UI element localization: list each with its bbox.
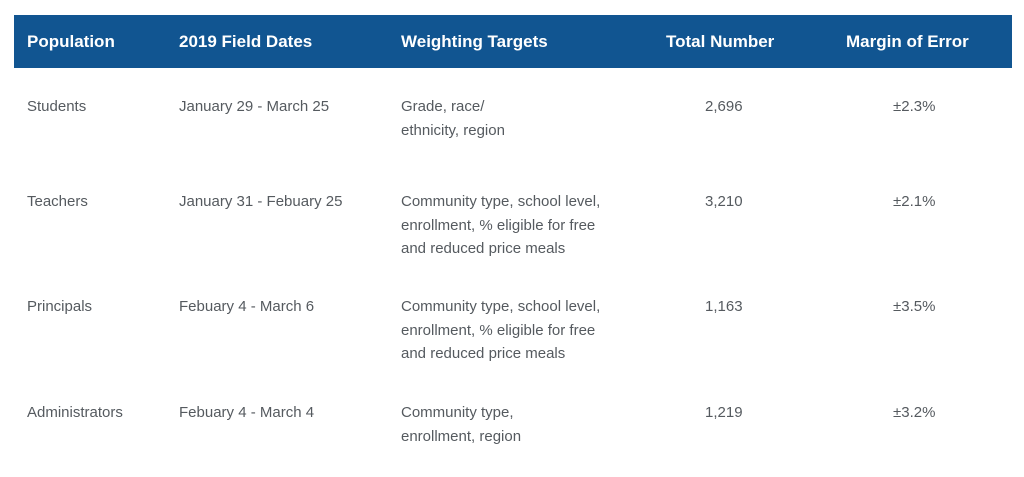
cell-margin-of-error: ±2.1% xyxy=(893,193,936,210)
cell-field-dates: January 31 - Febuary 25 xyxy=(179,193,343,210)
weighting-line: enrollment, region xyxy=(401,427,522,445)
weighting-line: Community type, xyxy=(401,404,514,421)
cell-margin-of-error: ±3.2% xyxy=(893,404,936,421)
cell-population: Administrators xyxy=(27,404,123,421)
cell-margin-of-error: ±3.5% xyxy=(893,298,936,315)
cell-field-dates: Febuary 4 - March 6 xyxy=(179,298,315,315)
table-header xyxy=(14,15,1012,68)
header-margin-of-error: Margin of Error xyxy=(846,32,969,51)
weighting-line: and reduced price meals xyxy=(401,240,566,257)
weighting-line: enrollment, % eligible for free xyxy=(401,216,596,234)
cell-weighting-targets xyxy=(401,95,505,142)
cell-weighting-targets xyxy=(401,295,600,366)
survey-table xyxy=(14,15,1012,445)
header-total-number: Total Number xyxy=(666,32,775,51)
table-row xyxy=(14,401,1012,461)
weighting-line: enrollment, % eligible for free xyxy=(401,321,596,339)
header-field-dates: 2019 Field Dates xyxy=(179,32,313,51)
table-row xyxy=(14,95,1012,155)
cell-total-number: 1,219 xyxy=(705,404,743,421)
weighting-line: Community type, school level, xyxy=(401,193,601,210)
weighting-line: Grade, race/ xyxy=(401,98,485,115)
cell-total-number: 3,210 xyxy=(705,193,743,210)
cell-margin-of-error: ±2.3% xyxy=(893,98,936,115)
weighting-line: and reduced price meals xyxy=(401,345,566,362)
cell-total-number: 1,163 xyxy=(705,298,743,315)
cell-total-number: 2,696 xyxy=(705,98,743,115)
cell-field-dates: Febuary 4 - March 4 xyxy=(179,404,315,421)
header-weighting-targets: Weighting Targets xyxy=(401,32,548,51)
weighting-line: Community type, school level, xyxy=(401,298,601,315)
cell-population: Teachers xyxy=(27,193,88,210)
cell-weighting-targets xyxy=(401,190,600,261)
weighting-line: ethnicity, region xyxy=(401,121,505,139)
cell-field-dates: January 29 - March 25 xyxy=(179,98,330,115)
header-population: Population xyxy=(27,32,115,51)
cell-population: Students xyxy=(27,98,87,115)
cell-weighting-targets xyxy=(401,401,521,448)
table-row xyxy=(14,190,1012,270)
table-row xyxy=(14,295,1012,375)
cell-population: Principals xyxy=(27,298,93,315)
